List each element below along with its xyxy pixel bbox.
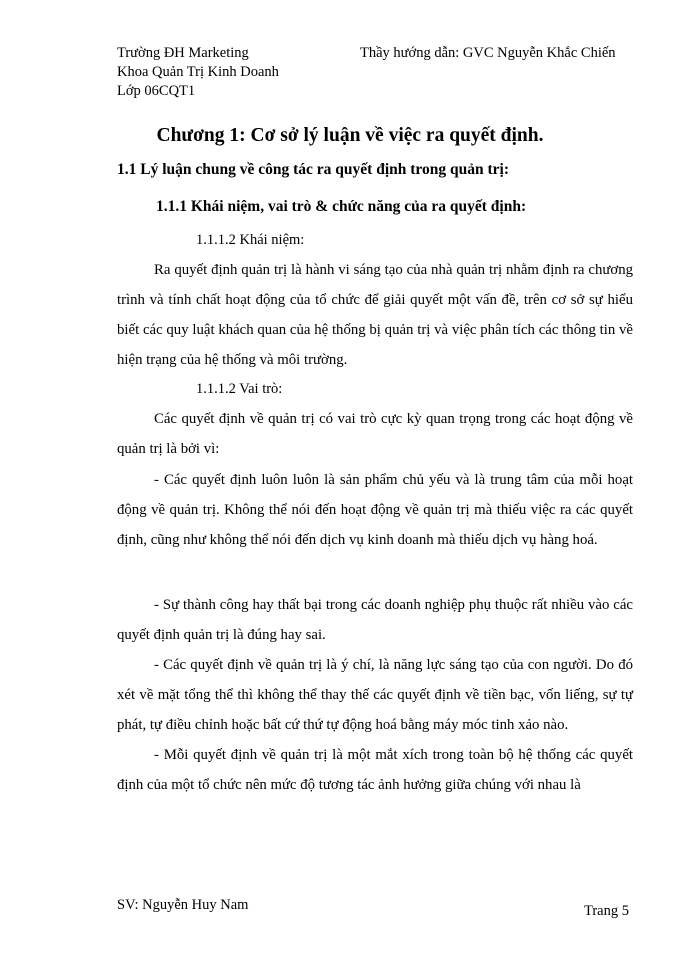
page-number: Trang 5: [584, 903, 629, 919]
school-name: Trường ĐH Marketing: [117, 45, 249, 61]
chapter-title: Chương 1: Cơ sở lý luận về việc ra quyết định.: [156, 125, 544, 146]
subheading-role: 1.1.1.2 Vai trò:: [196, 381, 283, 397]
footer-student: SV: Nguyễn Huy Nam: [117, 897, 249, 913]
paragraph-concept: Ra quyết định quản trị là hành vi sáng tạo của nhà quản trị nhằm định ra chương trình và tính chất hoạt động của tổ chức để giải quyết một vấn đề, trên cơ sở sự hiểu biết các quy luật khách quan của hệ thống bị quản trị và việc phân tích các thông tin về hiện trạng của hệ thống và môi trường.: [117, 262, 633, 368]
paragraph-role-3: - Các quyết định về quản trị là ý chí, là năng lực sáng tạo của con người. Do đó xét về mặt tổng thể thì không thể thay thế các quyết định về tiền bạc, vốn liếng, sự tự phát, tự điều chỉnh hoặc bất cứ thứ tự động hoá bằng máy móc tinh xảo nào.: [117, 657, 633, 733]
advisor-name: Thầy hướng dẫn: GVC Nguyễn Khắc Chiến: [360, 45, 616, 61]
header-left: [117, 44, 279, 101]
section-heading-1-1-1: 1.1.1 Khái niệm, vai trò & chức năng của ra quyết định:: [156, 198, 527, 215]
faculty-name: Khoa Quản Trị Kinh Doanh: [117, 64, 279, 80]
class-name: Lớp 06CQT1: [117, 83, 196, 99]
paragraph-role-2: - Sự thành công hay thất bại trong các doanh nghiệp phụ thuộc rất nhiều vào các quyết định quản trị là đúng hay sai.: [117, 597, 633, 643]
paragraph-role-4: - Mỗi quyết định về quản trị là một mắt xích trong toàn bộ hệ thống các quyết định của một tổ chức nên mức độ tương tác ảnh hưởng giữa chúng với nhau là: [117, 747, 633, 793]
subheading-concept: 1.1.1.2 Khái niệm:: [196, 232, 305, 248]
paragraph-role-1: - Các quyết định luôn luôn là sản phẩm chủ yếu và là trung tâm của mỗi hoạt động về quản trị. Không thể nói đến hoạt động về quản trị mà thiếu việc ra các quyết định, cũng như không thể nói đến dịch vụ kinh doanh mà thiếu dịch vụ hàng hoá.: [117, 472, 633, 548]
paragraph-role-intro: Các quyết định về quản trị có vai trò cực kỳ quan trọng trong các hoạt động về quản trị là bởi vì:: [117, 411, 633, 457]
section-heading-1-1: 1.1 Lý luận chung về công tác ra quyết định trong quản trị:: [117, 161, 510, 178]
